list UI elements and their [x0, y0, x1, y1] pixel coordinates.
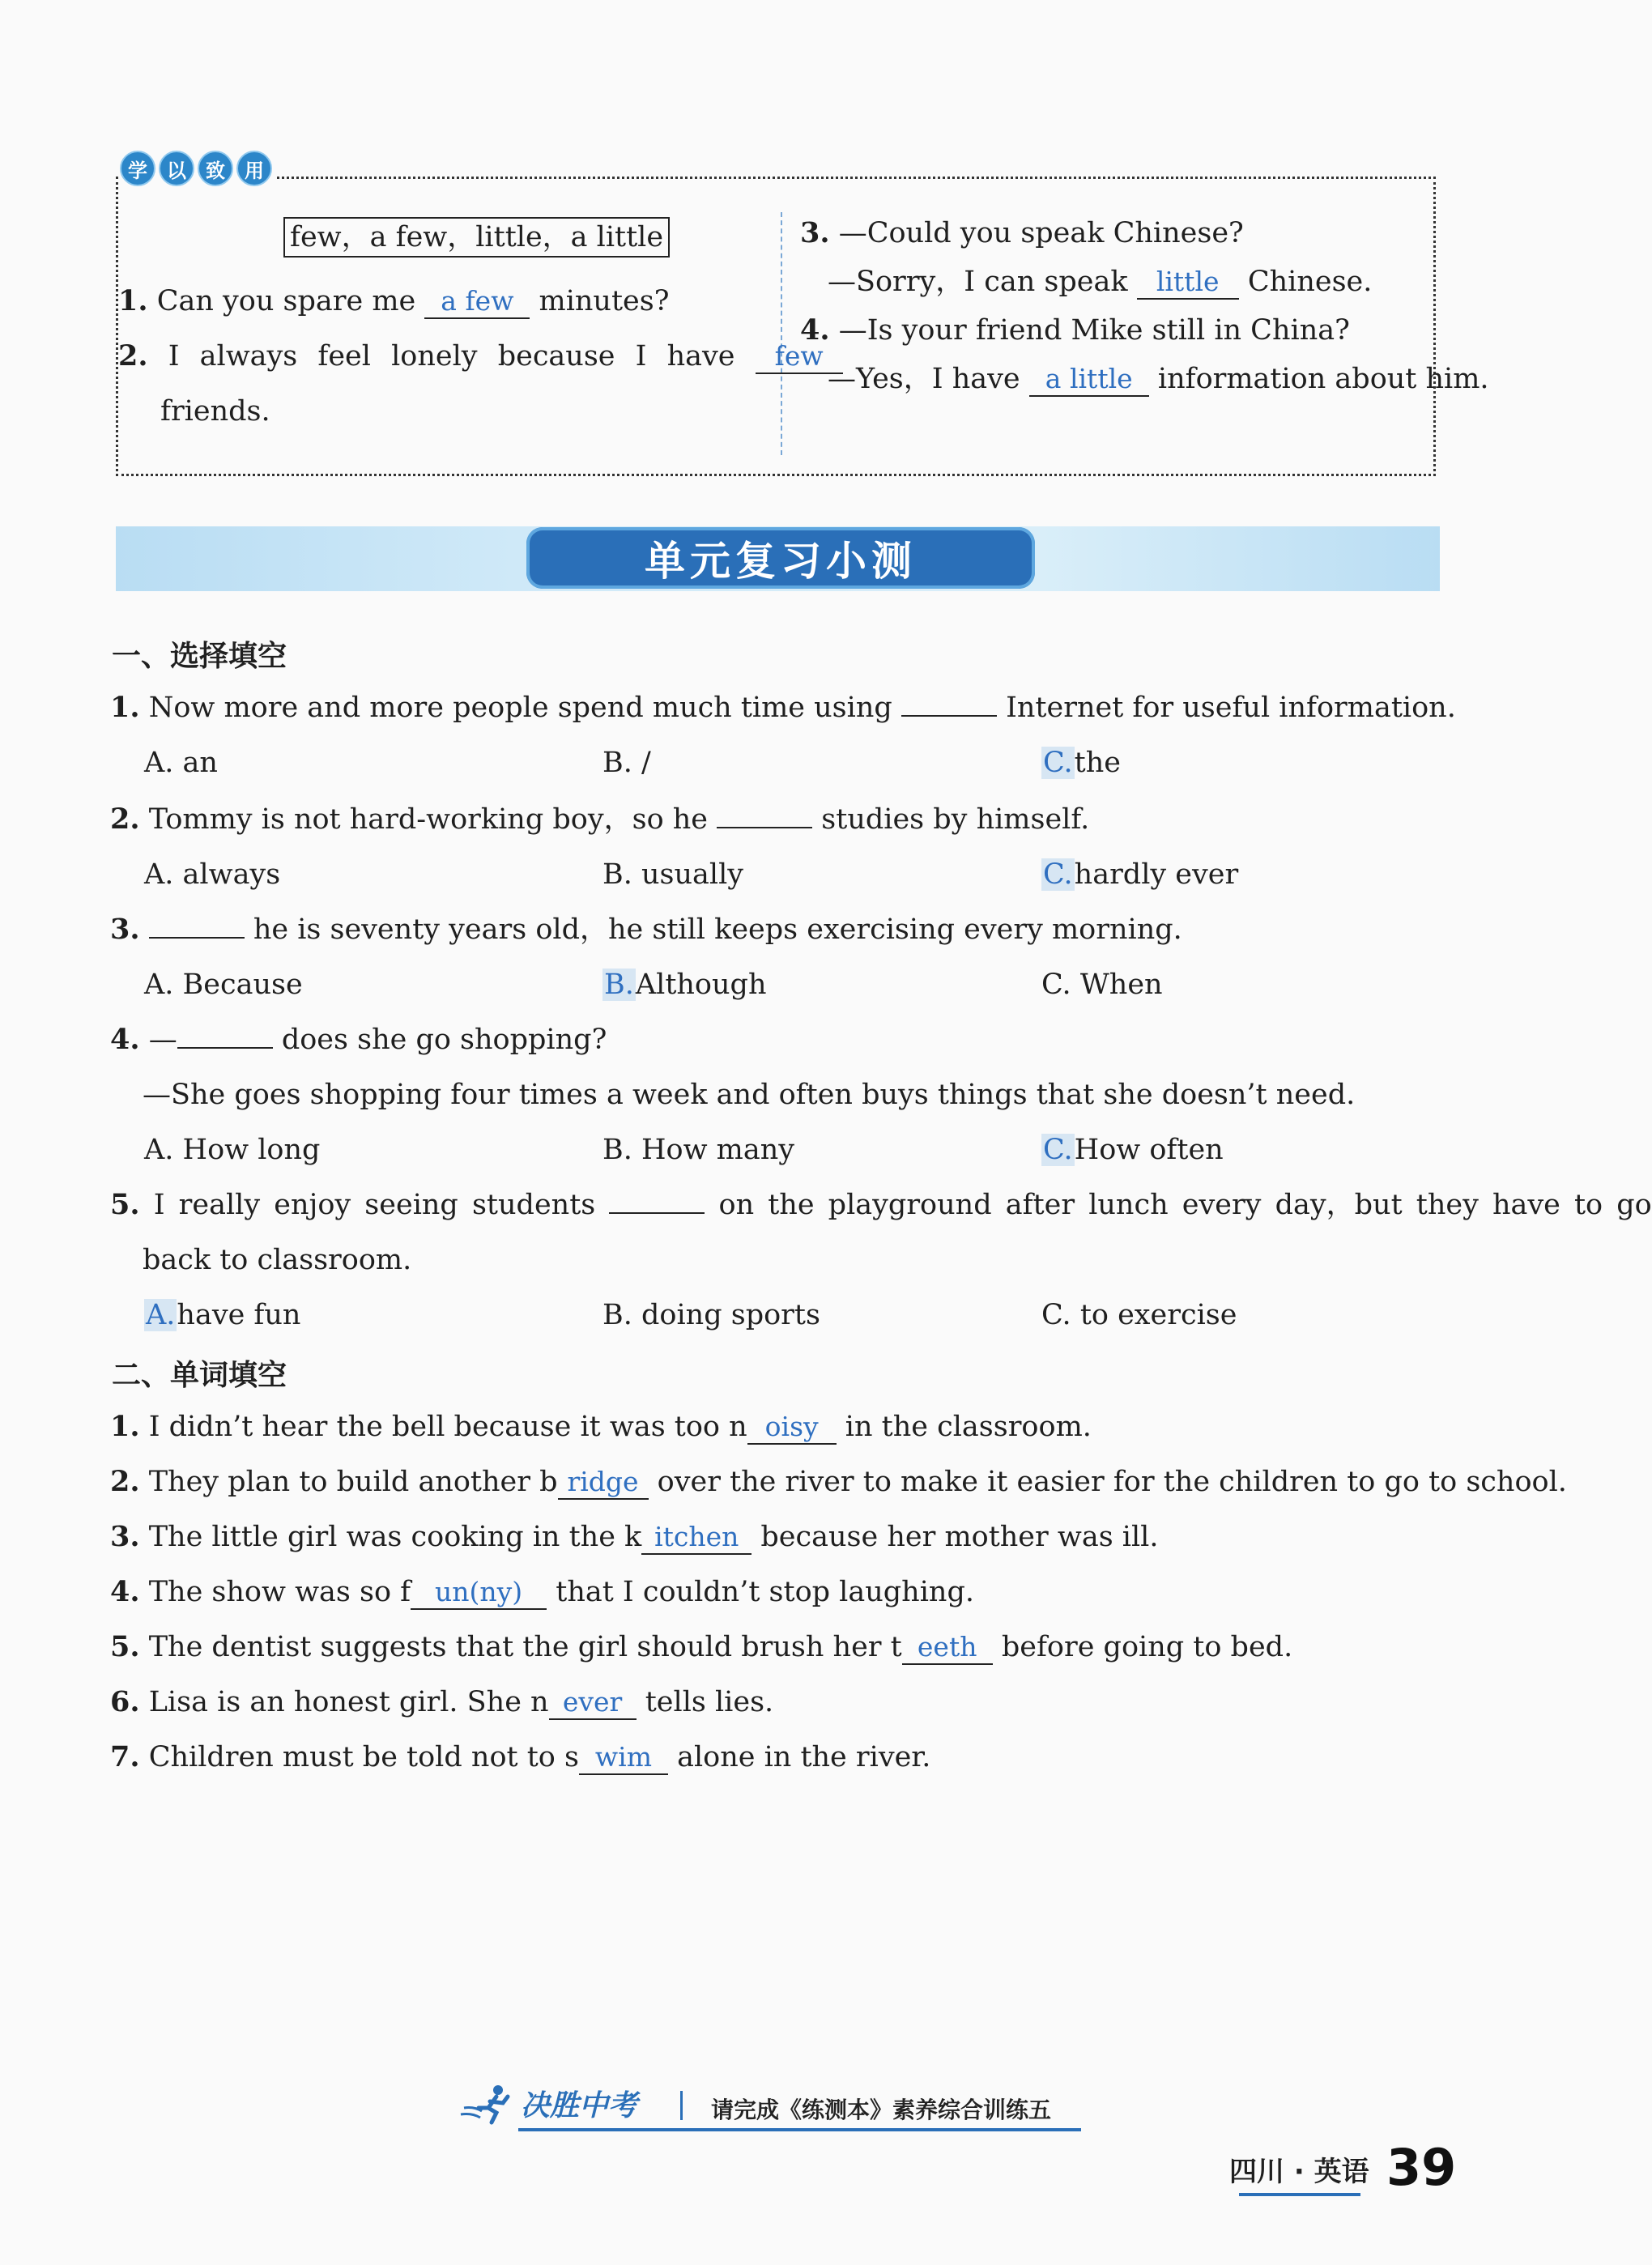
question-text: —: [148, 1024, 177, 1056]
item-text: before going to bed.: [1001, 1631, 1293, 1663]
option-c[interactable]: [1041, 857, 1238, 892]
option-text: How often: [1074, 1134, 1224, 1166]
option-b[interactable]: [602, 1132, 794, 1168]
option-c[interactable]: [1041, 745, 1121, 781]
answer-blank[interactable]: ridge: [558, 1466, 649, 1500]
item-text: in the classroom.: [845, 1411, 1092, 1443]
practice-item-4-answer: [828, 361, 1489, 397]
option-letter: B.: [602, 1134, 632, 1166]
item-text: The little girl was cooking in the k: [148, 1521, 642, 1553]
footer-separator: [680, 2091, 683, 2120]
footer-instruction: 请完成《练测本》素养综合训练五: [711, 2097, 1052, 2123]
option-text: always: [182, 858, 281, 891]
badge-char: 以: [159, 151, 194, 186]
option-b[interactable]: [602, 967, 767, 1003]
item-number: 1.: [110, 1410, 140, 1443]
word-fill-item-1: [110, 1409, 1092, 1445]
question-text: Now more and more people spend much time using: [148, 692, 892, 724]
item-text: —Is your friend Mike still in China?: [838, 314, 1350, 347]
option-text: usually: [641, 858, 744, 891]
practice-item-3-answer: [828, 264, 1372, 300]
footer-logo-text: 决胜中考: [521, 2089, 638, 2122]
item-text: tells lies.: [645, 1686, 774, 1718]
answer-blank[interactable]: little: [1137, 266, 1239, 300]
option-b[interactable]: [602, 1297, 820, 1333]
option-a[interactable]: [144, 1297, 300, 1333]
option-a[interactable]: [144, 967, 303, 1003]
answer-blank[interactable]: un(ny): [411, 1576, 547, 1610]
option-c[interactable]: [1041, 1297, 1237, 1333]
item-text: —Yes，I have: [828, 363, 1020, 395]
item-number: 6.: [110, 1685, 140, 1718]
item-text: alone in the river.: [677, 1741, 931, 1773]
option-letter-correct: A.: [146, 1299, 176, 1331]
option-text: doing sports: [641, 1299, 820, 1331]
answer-blank[interactable]: ever: [549, 1686, 637, 1720]
option-letter-correct: B.: [604, 969, 634, 1001]
word-fill-item-3: [110, 1519, 1159, 1555]
option-letter: B.: [602, 747, 632, 779]
option-text: hardly ever: [1074, 858, 1239, 891]
item-text: The show was so f: [148, 1576, 411, 1608]
option-letter: B.: [602, 1299, 632, 1331]
item-number: 4.: [800, 313, 830, 347]
option-text: have fun: [177, 1299, 301, 1331]
section-banner-title: 单元复习小测: [526, 527, 1035, 589]
choice-question-5-line2: back to classroom.: [143, 1244, 412, 1276]
item-text: Chinese.: [1247, 266, 1373, 298]
option-b[interactable]: [602, 857, 743, 892]
question-text: does she go shopping?: [281, 1024, 607, 1056]
option-text: an: [182, 747, 218, 779]
option-letter: A.: [144, 969, 174, 1001]
option-letter: A.: [144, 1134, 174, 1166]
item-number: 7.: [110, 1740, 140, 1773]
answer-blank[interactable]: eeth: [902, 1631, 993, 1665]
option-text: /: [641, 747, 651, 779]
option-letter: C.: [1041, 1299, 1071, 1331]
question-number: 3.: [110, 913, 140, 946]
option-c[interactable]: [1041, 1132, 1224, 1168]
option-letter: C.: [1041, 969, 1071, 1001]
item-number: 1.: [118, 284, 148, 317]
item-text: Can you spare me: [156, 285, 416, 317]
badge-char: 致: [198, 151, 233, 186]
option-text: Because: [182, 969, 303, 1001]
word-fill-item-7: [110, 1739, 930, 1775]
question-text: Internet for useful information.: [1006, 692, 1456, 724]
question-text: he is seventy years old，he still keeps exercising every morning.: [253, 913, 1182, 946]
section-heading-word-fill: 二、单词填空: [112, 1359, 287, 1392]
footer-underline: [518, 2128, 1081, 2131]
question-number: 2.: [110, 803, 140, 836]
option-text: How long: [182, 1134, 321, 1166]
option-letter-correct: C.: [1043, 747, 1073, 779]
choice-question-4: [110, 1022, 607, 1058]
word-fill-item-2: [110, 1464, 1567, 1500]
question-text: studies by himself.: [821, 803, 1090, 836]
option-a[interactable]: [144, 1132, 320, 1168]
option-letter: A.: [144, 747, 174, 779]
item-number: 2.: [118, 339, 148, 373]
option-letter-correct: C.: [1043, 1134, 1073, 1166]
page-region-label: 四川 · 英语: [1229, 2156, 1369, 2188]
item-text: information about him.: [1157, 363, 1489, 395]
practice-badge: [118, 151, 277, 186]
item-number: 2.: [110, 1465, 140, 1498]
item-text: I always feel lonely because I have: [168, 340, 735, 373]
option-c[interactable]: [1041, 967, 1163, 1003]
item-number: 3.: [800, 216, 830, 249]
word-list-box: few，a few，little，a little: [283, 217, 670, 258]
choice-question-2: [110, 802, 1089, 837]
option-letter: B.: [602, 858, 632, 891]
item-text: Lisa is an honest girl. She n: [148, 1686, 549, 1718]
question-text: I really enjoy seeing students: [153, 1189, 596, 1221]
choice-question-3: [110, 912, 1182, 947]
option-letter-correct: C.: [1043, 858, 1073, 891]
answer-blank[interactable]: oisy: [747, 1411, 837, 1445]
badge-char: 用: [236, 151, 272, 186]
page-number: 39: [1386, 2138, 1457, 2197]
word-fill-item-6: [110, 1684, 773, 1720]
choice-question-5: [110, 1187, 1652, 1223]
answer-blank[interactable]: few: [756, 340, 843, 374]
practice-item-2: [118, 338, 824, 374]
question-blank: [717, 803, 812, 828]
question-blank: [609, 1188, 705, 1214]
item-number: 3.: [110, 1520, 140, 1553]
item-text: because her mother was ill.: [760, 1521, 1159, 1553]
item-text: over the river to make it easier for the children to go to school.: [657, 1466, 1567, 1498]
question-blank: [901, 691, 997, 717]
item-number: 4.: [110, 1575, 140, 1608]
option-b[interactable]: [602, 745, 651, 781]
answer-blank[interactable]: itchen: [641, 1521, 751, 1555]
question-blank: [149, 913, 245, 939]
option-text: Although: [635, 969, 767, 1001]
answer-blank[interactable]: a few: [424, 285, 530, 319]
practice-item-1: [118, 283, 669, 319]
item-text: —Sorry，I can speak: [828, 266, 1128, 298]
column-divider: [781, 212, 782, 455]
option-a[interactable]: [144, 857, 280, 892]
item-text: —Could you speak Chinese?: [838, 217, 1244, 249]
option-text: How many: [641, 1134, 795, 1166]
runner-icon: [458, 2084, 514, 2124]
item-text: The dentist suggests that the girl should brush her t: [148, 1631, 902, 1663]
question-number: 1.: [110, 691, 140, 724]
item-text: that I couldn’t stop laughing.: [556, 1576, 974, 1608]
option-text: to exercise: [1079, 1299, 1237, 1331]
option-text: When: [1079, 969, 1163, 1001]
question-number: 4.: [110, 1023, 140, 1056]
option-text: the: [1074, 747, 1121, 779]
choice-question-1: [110, 690, 1456, 726]
item-text: minutes?: [539, 285, 670, 317]
badge-char: 学: [120, 151, 155, 186]
item-text: Children must be told not to s: [148, 1741, 579, 1773]
answer-blank[interactable]: wim: [579, 1741, 668, 1775]
answer-blank[interactable]: a little: [1029, 363, 1149, 397]
question-text: on the playground after lunch every day，but they have to go: [718, 1189, 1652, 1221]
choice-question-4-line2: —She goes shopping four times a week and often buys things that she doesn’t need.: [143, 1079, 1356, 1111]
section-heading-choice: 一、选择填空: [112, 640, 287, 673]
word-fill-item-4: [110, 1574, 974, 1610]
word-fill-item-5: [110, 1629, 1292, 1665]
item-text: I didn’t hear the bell because it was too n: [148, 1411, 747, 1443]
practice-item-2-cont: [160, 394, 270, 429]
footer-logo: [458, 2083, 637, 2124]
page-number-underline: [1239, 2193, 1360, 2196]
item-text: They plan to build another b: [148, 1466, 558, 1498]
option-letter: A.: [144, 858, 174, 891]
item-number: 5.: [110, 1630, 140, 1663]
item-text: friends.: [160, 395, 270, 428]
question-number: 5.: [110, 1188, 140, 1221]
practice-item-3: [800, 215, 1244, 251]
option-a[interactable]: [144, 745, 218, 781]
practice-item-4: [800, 313, 1350, 348]
question-text: Tommy is not hard-working boy，so he: [148, 803, 709, 836]
question-blank: [177, 1023, 273, 1049]
